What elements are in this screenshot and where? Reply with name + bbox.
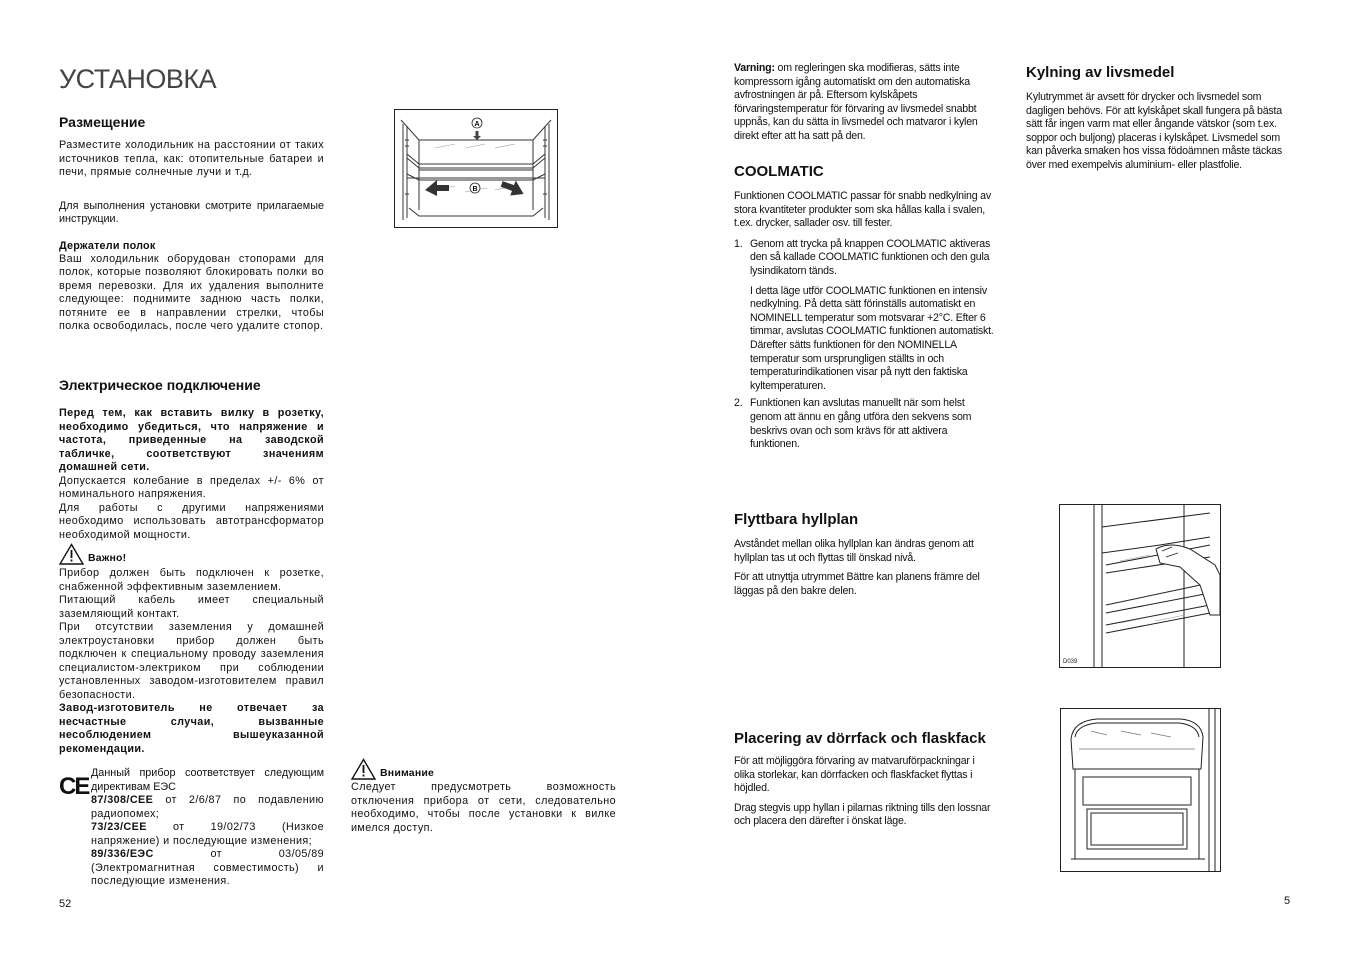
ce-directive-1-text: от 2/6/87 по подавлению радиопомех; <box>91 794 324 820</box>
warning-triangle-icon <box>59 543 84 565</box>
shelf-holders-heading: Держатели полок <box>59 239 156 252</box>
electrical-heading: Электрическое подключение <box>59 377 261 393</box>
ce-section <box>59 767 324 889</box>
kylning-heading: Kylning av livsmedel <box>1026 64 1175 81</box>
coolmatic-step-1-detail: I detta läge utför COOLMATIC funktionen en intensiv nedkylning. På detta sätt förinställs automatiskt en NOMINELL temperatur som motsvarar +2°C. Efter 6 timmar, avslutas COOLMATIC funktionen automatiskt. Därefter sätts funktionen för den NOMINELLA temperatur som ursprungligen ställts in och temperaturindikationen visar på nytt den faktiska kyltemperaturen. <box>750 284 994 392</box>
figure-label-a: A <box>474 121 480 128</box>
important-grounding-text: Прибор должен быть подключен к розетке, снабженной эффективным заземлением. <box>59 567 324 593</box>
coolmatic-section <box>734 163 998 452</box>
important-section <box>59 543 324 756</box>
important-liability-text: Завод-изготовитель не отвечает за несчастные случаи, вызванные несоблюдением вышеуказанной рекомендации. <box>59 702 324 755</box>
ce-directive-2-code: 73/23/CEE <box>91 821 147 833</box>
warning-text: om regleringen ska modifieras, sätts inte kompressorn igång automatiskt om den automatiska avfrostningen är på. Eftersom kylskåpets förvaringstemperatur för förvaring av livsmedel snabbt uppnås, kan du sätta in livsmedel och matvaror i kylen direkt efter att ha satt på den. <box>734 62 978 142</box>
ce-directive-2-text: от 19/02/73 (Низкое напряжение) и последующие изменения; <box>91 821 324 847</box>
coolmatic-step-1-text: Genom att trycka på knappen COOLMATIC aktiveras den så kallade COOLMATIC funktionen och den gula lysindikatorn tänds. <box>750 237 991 277</box>
page-title: УСТАНОВКА <box>59 64 217 94</box>
shelves-figure-code: D039 <box>1063 659 1078 665</box>
electrical-autotransformer-text: Для работы с другими напряжениями необходимо использовать автотрансформатор необходимой мощности. <box>59 501 324 541</box>
placement-heading: Размещение <box>59 114 146 130</box>
attention-text: Следует предусмотреть возможность отключения прибора от сети, следовательно необходимо, чтобы после установки к вилке имелся доступ. <box>351 781 616 834</box>
page-number-left: 52 <box>59 898 72 910</box>
placement-instructions: Для выполнения установки смотрите прилагаемые инструкции. <box>59 199 324 225</box>
placement-section <box>59 114 324 334</box>
warning-paragraph <box>734 62 990 144</box>
coolmatic-heading: COOLMATIC <box>734 163 824 180</box>
doorbin-figure <box>1060 708 1221 872</box>
coolmatic-step-2-text: Funktionen kan avslutas manuellt när som helst genom att ännu en gång utföra den sekvens som beskrivs ovan och som krävs för att aktivera funktionen. <box>750 397 972 451</box>
attention-triangle-icon <box>351 758 376 780</box>
doorbins-text-1: För att möjliggöra förvaring av matvaruförpackningar i olika storlekar, kan dörrfacken och flaskfacket flyttas i höjdled. <box>734 755 975 795</box>
ce-intro: Данный прибор соответствует следующим директивам ЕЭС <box>91 767 324 793</box>
coolmatic-intro: Funktionen COOLMATIC passar för snabb nedkylning av stora kvantiteter produkter som ska hållas kalla i svalen, t.ex. drycker, sallader osv. till fester. <box>734 190 991 230</box>
ce-directive-3-text: от 03/05/89 (Электромагнитная совместимость) и последующие изменения. <box>91 848 324 887</box>
important-electrician-text: При отсутствии заземления у домашней электроустановки прибор должен быть подключен к специальному проводу заземления специалистом-электриком при соблюдении установленных заводом-изготовителем правил безопасности. <box>59 621 324 701</box>
coolmatic-step-1: 1. Genom att trycka på knappen COOLMATIC aktiveras den så kallade COOLMATIC funktionen och den gula lysindikatorn tänds. I detta läge utför COOLMATIC funktionen en intensiv nedkylning. På detta sätt förinställs automatiskt en NOMINELL temperatur som motsvarar +2°C. Efter 6 timmar, avslutas COOLMATIC funktionen automatiskt. Därefter sätts funktionen för den NOMINELLA temperatur som ursprungligen ställts in och temperaturindikationen visar på nytt den faktiska kyltemperaturen. <box>734 238 998 394</box>
warning-label: Varning: <box>734 62 775 74</box>
shelf-holders-text: Ваш холодильник оборудован стопорами для полок, которые позволяют блокировать полки во время перевозки. Для их удаления выполните следующее: поднимите заднюю часть полки, потяните ее в направлении стрелки, чтобы полка освободилась, после чего удалите стопор. <box>59 252 324 332</box>
shelves-figure <box>1059 504 1221 668</box>
page-number-right: 5 <box>1284 895 1291 907</box>
doorbins-text-2: Drag stegvis upp hyllan i pilarnas riktning tills den lossnar och placera den därefter i önskat läge. <box>734 801 991 828</box>
electrical-tolerance-text: Допускается колебание в пределах +/- 6% от номинального напряжения. <box>59 474 324 500</box>
shelves-section <box>734 511 998 598</box>
figure-label-b: B <box>472 186 478 193</box>
ce-directive-3-code: 89/336/ЕЭС <box>91 848 154 860</box>
electrical-warning-text: Перед тем, как вставить вилку в розетку, необходимо убедиться, что напряжение и частота, приведенные на заводской табличке, соответствуют значениям домашней сети. <box>59 407 324 473</box>
placement-text: Разместите холодильник на расстоянии от таких источников тепла, как: отопительные батареи и печи, прямые солнечные лучи и т.д. <box>59 139 324 178</box>
attention-heading: Внимание <box>380 767 435 779</box>
shelves-heading: Flyttbara hyllplan <box>734 511 859 528</box>
important-heading: Важно! <box>88 552 127 564</box>
important-cable-text: Питающий кабель имеет специальный заземляющий контакт. <box>59 594 324 620</box>
doorbins-section <box>734 729 998 829</box>
shelves-text-1: Avståndet mellan olika hyllplan kan ändras genom att hyllplan tas ut och flyttas till önskad nivå. <box>734 538 974 564</box>
kylning-section <box>1026 64 1290 173</box>
electrical-section <box>59 377 324 542</box>
shelf-stopper-figure <box>394 109 558 228</box>
coolmatic-step-2: 2. Funktionen kan avslutas manuellt när som helst genom att ännu en gång utföra den sekvens som beskrivs ovan och som krävs för att aktivera funktionen. <box>734 397 998 451</box>
shelves-text-2: För att utnyttja utrymmet Bättre kan planens främre del läggas på den bakre delen. <box>734 571 980 597</box>
attention-section <box>351 758 616 835</box>
coolmatic-steps <box>734 238 998 452</box>
kylning-text: Kylutrymmet är avsett för drycker och livsmedel som dagligen behövs. För att kylskåpet skall fungera på bästa sätt får ingen varm mat eller ångande vätskor (som t.ex. soppor och buljong) placeras i kylskåpet. Livsmedel som kan påverka smaken hos vissa födoämnen måste täckas över med exempelvis aluminium- eller plastfolie. <box>1026 91 1282 171</box>
ce-mark-icon: CE <box>59 773 89 800</box>
ce-directive-1-code: 87/308/CEE <box>91 794 154 806</box>
doorbins-heading: Placering av dörrfack och flaskfack <box>734 730 986 747</box>
